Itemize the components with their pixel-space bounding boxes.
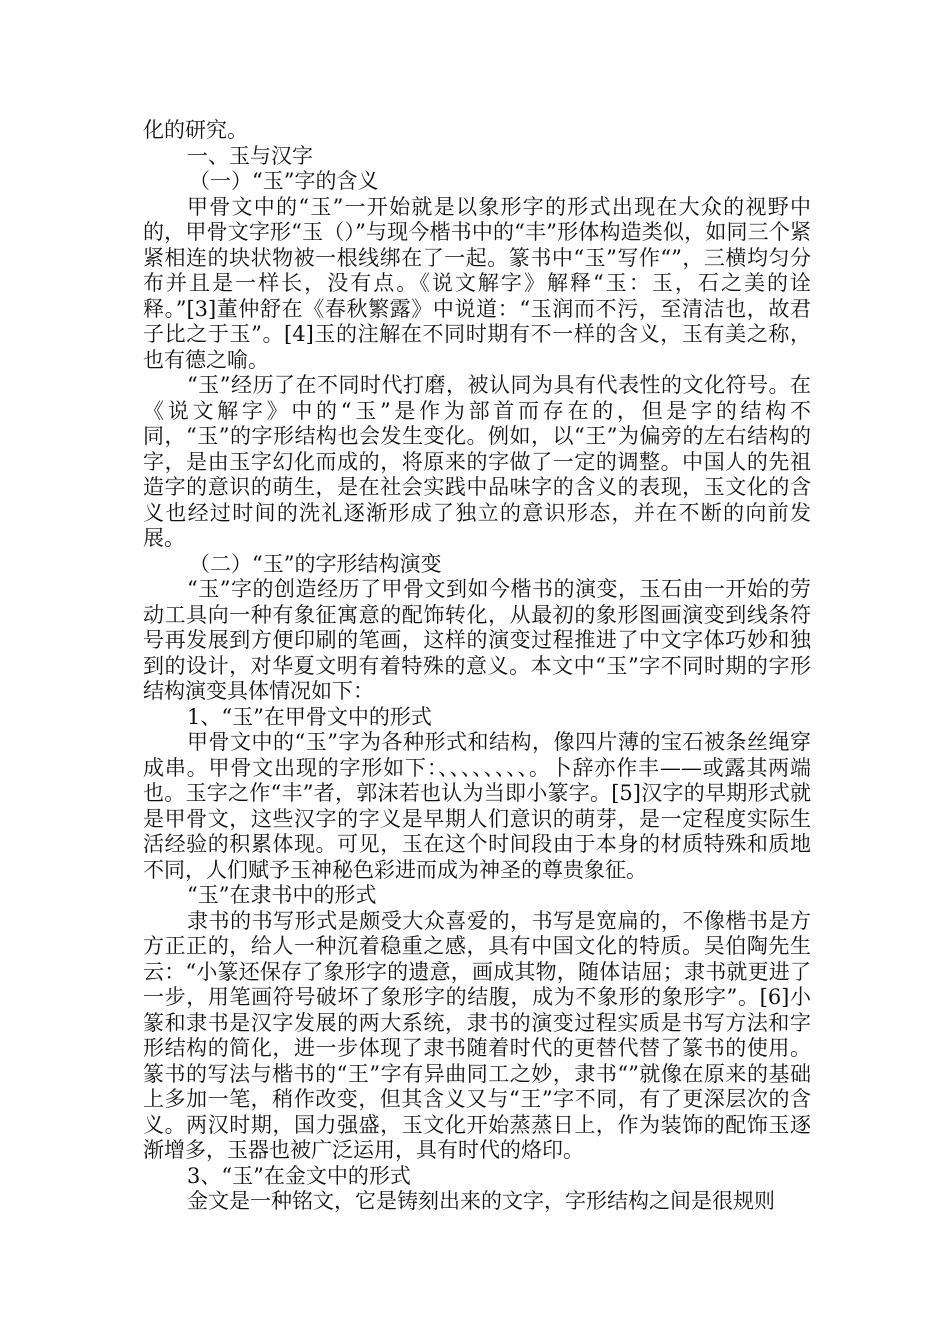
heading-bronze-inscription: 3、“玉”在金文中的形式 xyxy=(187,1163,411,1188)
body-paragraph: 甲骨文中的“玉”一开始就是以象形字的形式出现在大众的视野中的，甲骨文字形“玉（）”与现今楷书中的“丰”形体构造类似，如同三个紧紧相连的块状物被一根线绑在了一起。篆书中“玉”写作“”，三横均匀分布并且是一样长，没有点。《说文解字》解释“玉：玉，石之美的诠释。”[3]董仲舒在《春秋繁露》中说道：“玉润而不污，至清洁也，故君子比之于玉”。[4]玉的注解在不同时期有不一样的含义，玉有美之称，也有德之喻。 xyxy=(143,194,811,372)
subsection-heading-structure-evolution: （二）“玉”的字形结构演变 xyxy=(189,551,442,576)
heading-oracle-bone-script: 1、“玉”在甲骨文中的形式 xyxy=(187,704,432,729)
body-paragraph: 隶书的书写形式是颇受大众喜爱的，书写是宽扁的，不像楷书是方方正正的，给人一种沉着稳重之感，具有中国文化的特质。吴伯陶先生云：“小篆还保存了象形字的遗意，画成其物，随体诘屈；隶书就更进了一步，用笔画符号破坏了象形字的结腹，成为不象形的象形字”。[6]小篆和隶书是汉字发展的两大系统，隶书的演变过程实质是书写方法和字形结构的简化，进一步体现了隶书随着时代的更替代替了篆书的使用。篆书的写法与楷书的“王”字有异曲同工之妙，隶书“”就像在原来的基础上多加一笔，稍作改变，但其含义又与“王”字不同，有了更深层次的含义。两汉时期，国力强盛，玉文化开始蒸蒸日上，作为装饰的配饰玉逐渐增多，玉器也被广泛运用，具有时代的烙印。 xyxy=(143,908,811,1162)
subsection-heading-meaning: （一）“玉”字的含义 xyxy=(189,169,379,193)
body-paragraph: 甲骨文中的“玉”字为各种形式和结构，像四片薄的宝石被条丝绳穿成串。甲骨文出现的字形如下：、、、、、、、、。卜辞亦作丰——或露其两端也。玉字之作“丰”者，郭沫若也认为当即小篆字。[5]汉字的早期形式就是甲骨文，这些汉字的字义是早期人们意识的萌芽，是一定程度实际生活经验的积累体现。可见，玉在这个时间段由于本身的材质特殊和质地不同，人们赋予玉神秘色彩进而成为神圣的尊贵象征。 xyxy=(143,730,811,882)
body-paragraph: “玉”经历了在不同时代打磨，被认同为具有代表性的文化符号。在《说文解字》中的“玉”是作为部首而存在的，但是字的结构不同，“玉”的字形结构也会发生变化。例如，以“王”为偏旁的左右结构的字，是由玉字幻化而成的，将原来的字做了一定的调整。中国人的先祖造字的意识的萌生，是在社会实践中品味字的含义的表现，玉文化的含义也经过时间的洗礼逐渐形成了独立的意识形态，并在不断的向前发展。 xyxy=(143,373,811,550)
body-paragraph: “玉”字的创造经历了甲骨文到如今楷书的演变，玉石由一开始的劳动工具向一种有象征寓意的配饰转化，从最初的象形图画演变到线条符号再发展到方便印刷的笔画，这样的演变过程推进了中文字体巧妙和独到的设计，对华夏文明有着特殊的意义。本文中“玉”字不同时期的字形结构演变具体情况如下： xyxy=(143,577,811,703)
document-page xyxy=(143,118,811,1215)
heading-clerical-script: “玉”在隶书中的形式 xyxy=(187,883,377,907)
paragraph-continuation: 化的研究。 xyxy=(143,118,248,142)
section-heading-jade-and-chinese-characters: 一、玉与汉字 xyxy=(187,143,313,168)
body-paragraph: 金文是一种铭文，它是铸刻出来的文字，字形结构之间是很规则 xyxy=(187,1189,775,1213)
